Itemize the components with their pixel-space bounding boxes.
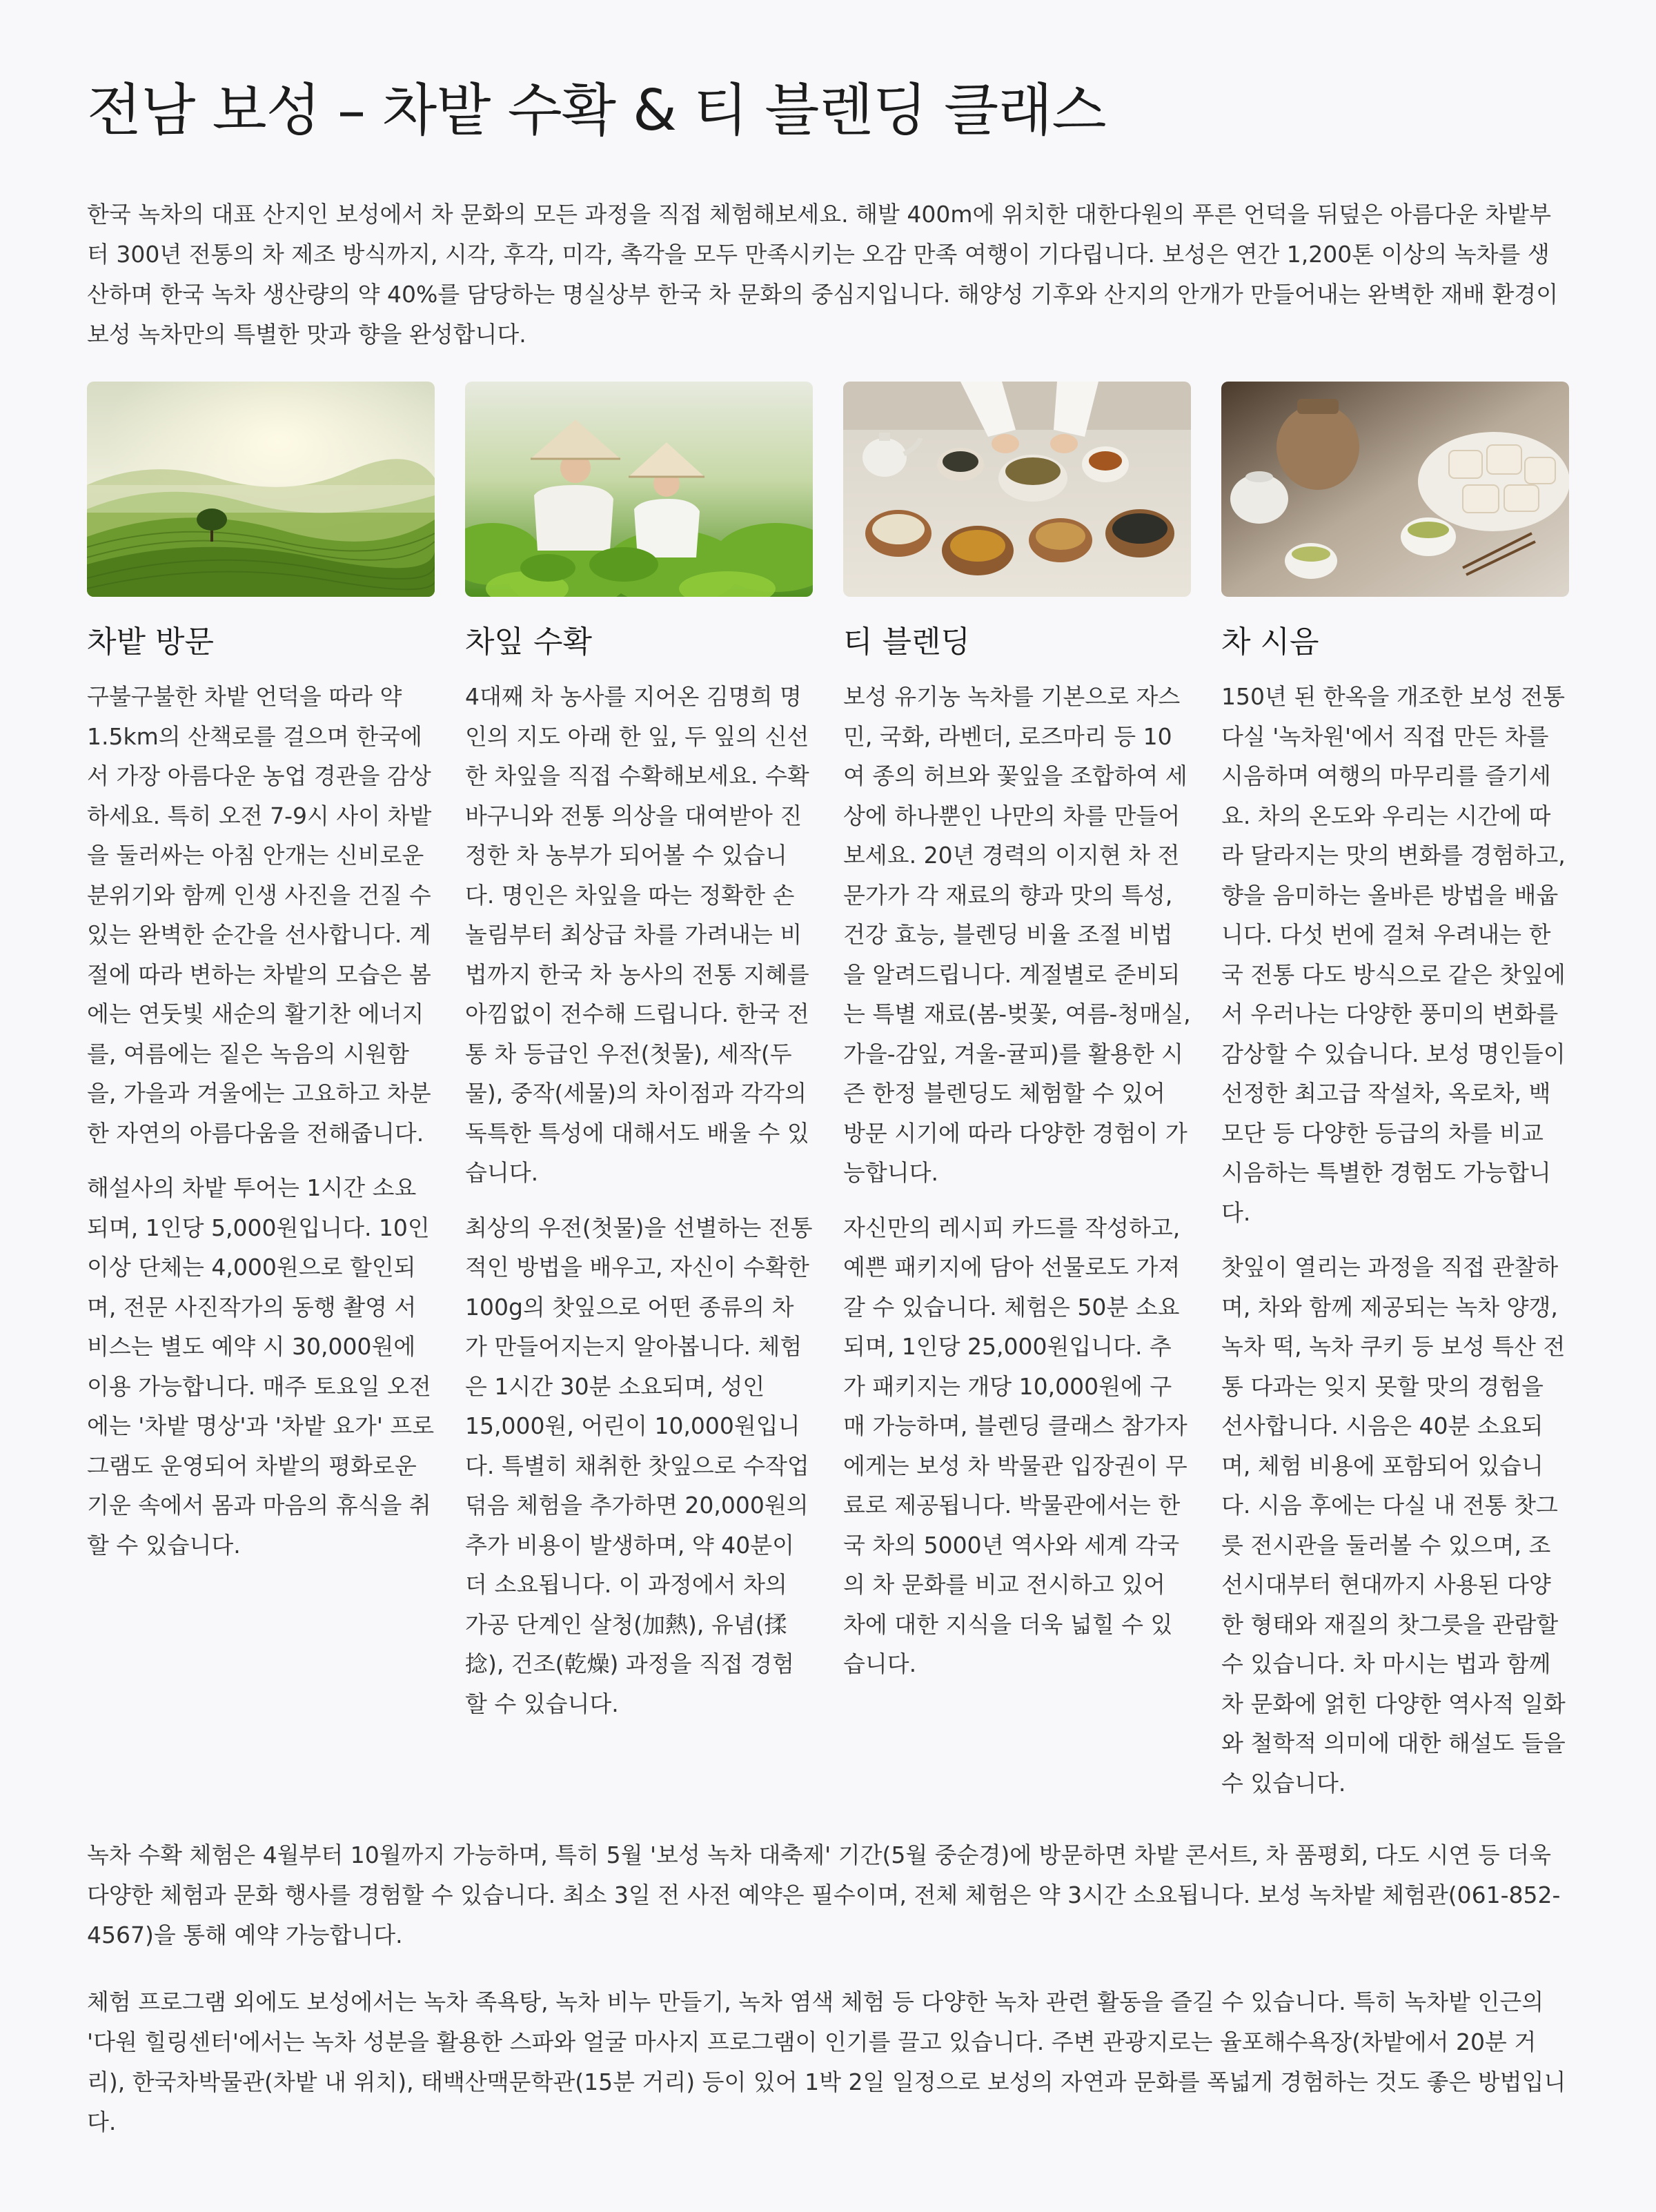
section-title: 티 블렌딩 (843, 624, 971, 660)
tea-field-photo (87, 382, 435, 597)
tea-and-snacks-image (1221, 382, 1569, 597)
feature-columns (87, 382, 1569, 1803)
section-paragraph: 찻잎이 열리는 과정을 직접 관찰하며, 차와 함께 제공되는 녹차 양갱, 녹차 떡, 녹차 쿠키 등 보성 특산 전통 다과는 잊지 못할 맛의 경험을 선사합니다. 시음은 40분 소요되며, 체험 비용에 포함되어 있습니다. 시음 후에는 다실 내 전통 찻그릇 전시관을 둘러볼 수 있으며, 조선시대부터 현대까지 사용된 다양한 형태와 재질의 찻그릇을 관람할 수 있습니다. 차 마시는 법과 함께 차 문화에 얽힌 다양한 역사적 일화와 철학적 의미에 대한 해설도 들을 수 있습니다. (1221, 1254, 1566, 1797)
page-title: 전남 보성 – 차밭 수확 & 티 블렌딩 클래스 (87, 78, 1106, 144)
tea-harvest-photo (465, 382, 813, 597)
section-paragraph: 구불구불한 차밭 언덕을 따라 약 1.5km의 산책로를 걸으며 한국에서 가장 아름다운 농업 경관을 감상하세요. 특히 오전 7-9시 사이 차밭을 둘러싸는 아침 안개는 신비로운 분위기와 함께 인생 사진을 건질 수 있는 완벽한 순간을 선사합니다. 계절에 따라 변하는 차밭의 모습은 봄에는 연둣빛 새순의 활기찬 에너지를, 여름에는 짙은 녹음의 시원함을, 가을과 겨울에는 고요하고 차분한 자연의 아름다움을 전해줍니다. (87, 683, 432, 1147)
section-tea-field-visit (87, 382, 435, 1803)
section-tea-blending (843, 382, 1191, 1803)
misty-tea-hills-image (87, 382, 435, 597)
section-paragraph: 최상의 우전(첫물)을 선별하는 전통적인 방법을 배우고, 자신이 수확한 100g의 찻잎으로 어떤 종류의 차가 만들어지는지 알아봅니다. 체험은 1시간 30분 소요되며, 성인 15,000원, 어린이 10,000원입니다. 특별히 채취한 찻잎으로 수작업 덖음 체험을 추가하면 20,000원의 추가 비용이 발생하며, 약 40분이 더 소요됩니다. 이 과정에서 차의 가공 단계인 살청(加熱), 유념(揉捻), 건조(乾燥) 과정을 직접 경험할 수 있습니다. (465, 1214, 813, 1717)
section-paragraph: 150년 된 한옥을 개조한 보성 전통 다실 '녹차원'에서 직접 만든 차를 시음하며 여행의 마무리를 즐기세요. 차의 온도와 우리는 시간에 따라 달라지는 맛의 변화를 경험하고, 향을 음미하는 올바른 방법을 배웁니다. 다섯 번에 걸쳐 우려내는 한국 전통 다도 방식으로 같은 찻잎에서 우러나는 다양한 풍미의 변화를 감상할 수 있습니다. 보성 명인들이 선정한 최고급 작설차, 옥로차, 백모단 등 다양한 등급의 차를 비교 시음하는 특별한 경험도 가능합니다. (1221, 683, 1566, 1226)
booking-info-paragraph: 녹차 수확 체험은 4월부터 10월까지 가능하며, 특히 5월 '보성 녹차 대축제' 기간(5월 중순경)에 방문하면 차밭 콘서트, 차 품평회, 다도 시연 등 더욱 다양한 체험과 문화 행사를 경험할 수 있습니다. 최소 3일 전 사전 예약은 필수이며, 전체 체험은 약 3시간 소요됩니다. 보성 녹차밭 체험관(061-852-4567)을 통해 예약 가능합니다. (87, 1841, 1561, 1948)
section-paragraph: 보성 유기농 녹차를 기본으로 자스민, 국화, 라벤더, 로즈마리 등 10여 종의 허브와 꽃잎을 조합하여 세상에 하나뿐인 나만의 차를 만들어보세요. 20년 경력의 이지현 차 전문가가 각 재료의 향과 맛의 특성, 건강 효능, 블렌딩 비율 조절 비법을 알려드립니다. 계절별로 준비되는 특별 재료(봄-벚꽃, 여름-청매실, 가을-감잎, 겨울-귤피)를 활용한 시즌 한정 블렌딩도 체험할 수 있어 방문 시기에 따라 다양한 경험이 가능합니다. (843, 683, 1191, 1186)
tea-ingredients-image (843, 382, 1191, 597)
section-paragraph: 4대째 차 농사를 지어온 김명희 명인의 지도 아래 한 잎, 두 잎의 신선한 차잎을 직접 수확해보세요. 수확 바구니와 전통 의상을 대여받아 진정한 차 농부가 되어볼 수 있습니다. 명인은 차잎을 따는 정확한 손놀림부터 최상급 차를 가려내는 비법까지 한국 차 농사의 전통 지혜를 아낌없이 전수해 드립니다. 한국 전통 차 등급인 우전(첫물), 세작(두물), 중작(세물)의 차이점과 각각의 독특한 특성에 대해서도 배울 수 있습니다. (465, 683, 809, 1186)
section-leaf-harvest (465, 382, 813, 1803)
section-title: 차잎 수확 (465, 624, 593, 660)
tea-blending-photo (843, 382, 1191, 597)
intro-paragraph: 한국 녹차의 대표 산지인 보성에서 차 문화의 모든 과정을 직접 체험해보세요. 해발 400m에 위치한 대한다원의 푸른 언덕을 뒤덮은 아름다운 차밭부터 300년 전통의 차 제조 방식까지, 시각, 후각, 미각, 촉각을 모두 만족시키는 오감 만족 여행이 기다립니다. 보성은 연간 1,200톤 이상의 녹차를 생산하며 한국 녹차 생산량의 약 40%를 담당하는 명실상부 한국 차 문화의 중심지입니다. 해양성 기후와 산지의 안개가 만들어내는 완벽한 재배 환경이 보성 녹차만의 특별한 맛과 향을 완성합니다. (87, 201, 1559, 348)
section-paragraph: 해설사의 차밭 투어는 1시간 소요되며, 1인당 5,000원입니다. 10인 이상 단체는 4,000원으로 할인되며, 전문 사진작가의 동행 촬영 서비스는 별도 예약 시 30,000원에 이용 가능합니다. 매주 토요일 오전에는 '차밭 명상'과 '차밭 요가' 프로그램도 운영되어 차밭의 평화로운 기운 속에서 몸과 마음의 휴식을 취할 수 있습니다. (87, 1174, 435, 1559)
section-title: 차 시음 (1221, 624, 1319, 660)
tea-tasting-photo (1221, 382, 1569, 597)
section-paragraph: 자신만의 레시피 카드를 작성하고, 예쁜 패키지에 담아 선물로도 가져갈 수 있습니다. 체험은 50분 소요되며, 1인당 25,000원입니다. 추가 패키지는 개당 10,000원에 구매 가능하며, 블렌딩 클래스 참가자에게는 보성 차 박물관 입장권이 무료로 제공됩니다. 박물관에서는 한국 차의 5000년 역사와 세계 각국의 차 문화를 비교 전시하고 있어 차에 대한 지식을 더욱 넓힐 수 있습니다. (843, 1214, 1187, 1677)
section-tea-tasting (1221, 382, 1569, 1803)
additional-activities-paragraph: 체험 프로그램 외에도 보성에서는 녹차 족욕탕, 녹차 비누 만들기, 녹차 염색 체험 등 다양한 녹차 관련 활동을 즐길 수 있습니다. 특히 녹차밭 인근의 '다원 힐링센터'에서는 녹차 성분을 활용한 스파와 얼굴 마사지 프로그램이 인기를 끌고 있습니다. 주변 관광지로는 율포해수욕장(차밭에서 20분 거리), 한국차박물관(차밭 내 위치), 태백산맥문학관(15분 거리) 등이 있어 1박 2일 일정으로 보성의 자연과 문화를 폭넓게 경험하는 것도 좋은 방법입니다. (87, 1988, 1566, 2135)
tea-pickers-image (465, 382, 813, 597)
section-title: 차밭 방문 (87, 624, 215, 660)
